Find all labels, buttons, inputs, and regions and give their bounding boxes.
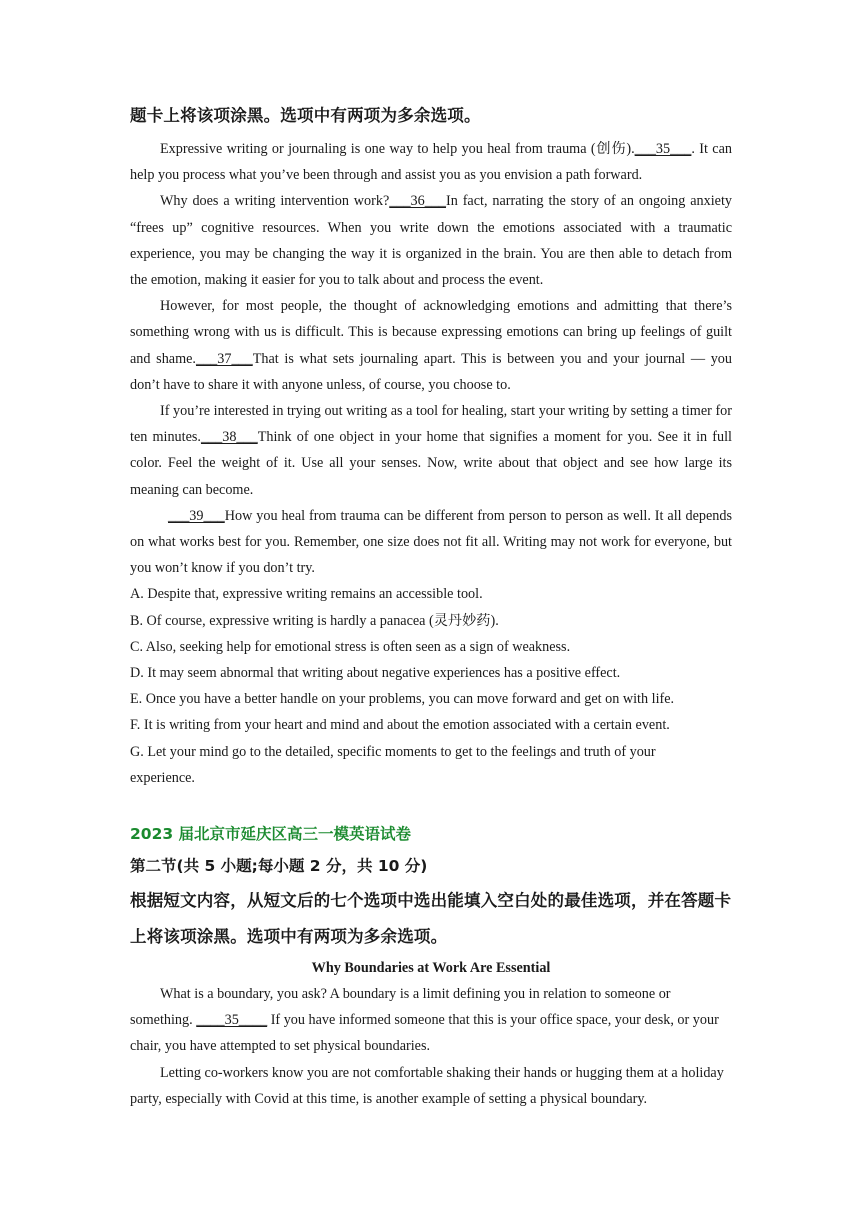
option-e: E. Once you have a better handle on your problems, you can move forward and get on with life. (130, 691, 675, 708)
section-title: 第二节(共 5 小题;每小题 2 分，共 10 分) (130, 857, 428, 876)
blank-38: ___38___ (200, 429, 258, 446)
option-f: F. It is writing from your heart and mind and about the emotion associated with a certain event. (130, 717, 670, 734)
passage1-paragraph-5: ___39___How you heal from trauma can be different from person to person as well. It all depends on what works best for you. Remember, one size does not fit all. Writing may not work for everyone, but you won’t know if you don’t try. (130, 507, 732, 577)
article-title: Why Boundaries at Work Are Essential (311, 960, 551, 977)
exam-title: 2023 届北京市延庆区高三一模英语试卷 (130, 825, 412, 844)
blank-35-passage2: ____35____ (196, 1012, 268, 1029)
passage1-paragraph-1: Expressive writing or journaling is one way to help you heal from trauma (创伤).___35___. It can help you process what you’ve been through and assist you as you envision a path forward. (130, 141, 732, 184)
passage-1 (130, 136, 732, 581)
passage-2 (130, 955, 732, 1112)
document-page (130, 98, 732, 1112)
blank-35: ___35___ (634, 141, 692, 157)
blank-39: ___39___ (168, 507, 225, 524)
option-g: G. Let your mind go to the detailed, specific moments to get to the feelings and truth of your experience. (130, 743, 656, 786)
option-b: B. Of course, expressive writing is hardly a panacea (灵丹妙药). (130, 612, 499, 629)
instruction-tail: 题卡上将该项涂黑。选项中有两项为多余选项。 (130, 106, 481, 125)
option-c: C. Also, seeking help for emotional stress is often seen as a sign of weakness. (130, 638, 571, 655)
options-list (130, 581, 732, 791)
passage1-paragraph-3: However, for most people, the thought of acknowledging emotions and admitting that there’s something wrong with us is difficult. This is because expressing emotions can bring up feelings of guilt and shame.___37___That is what sets journaling apart. This is between you and your journal — you don’t have to share it with anyone unless, of course, you choose to. (130, 298, 732, 393)
blank-36: ___36___ (389, 193, 446, 210)
option-a: A. Despite that, expressive writing remains an accessible tool. (130, 586, 483, 603)
instruction-full: 根据短文内容，从短文后的七个选项中选出能填入空白处的最佳选项，并在答题卡上将该项涂黑。选项中有两项为多余选项。 (130, 891, 732, 947)
passage2-paragraph-2: Letting co-workers know you are not comfortable shaking their hands or hugging them at a holiday party, especially with Covid at this time, is another example of setting a physical boundary. (130, 1064, 724, 1107)
passage2-paragraph-1: What is a boundary, you ask? A boundary is a limit defining you in relation to someone or something. ____35____ If you have informed someone that this is your office space, your desk, or your chair, you have attempted to set physical boundaries. (130, 986, 719, 1055)
passage1-paragraph-4: If you’re interested in trying out writing as a tool for healing, start your writing by setting a timer for ten minutes.___38___Think of one object in your home that signifies a moment for you. See it in full color. Feel the weight of it. Use all your senses. Now, write about that object and see how large its meaning can become. (130, 403, 732, 498)
blank-37: ___37___ (195, 350, 253, 367)
option-d: D. It may seem abnormal that writing about negative experiences has a positive effect. (130, 665, 621, 682)
passage1-paragraph-2: Why does a writing intervention work?___36___In fact, narrating the story of an ongoing anxiety “frees up” cognitive resources. When you write down the emotions associated with a traumatic experience, you may be changing the way it is organized in the brain. You are then able to detach from the emotion, making it easier for you to talk about and process the event. (130, 193, 733, 289)
